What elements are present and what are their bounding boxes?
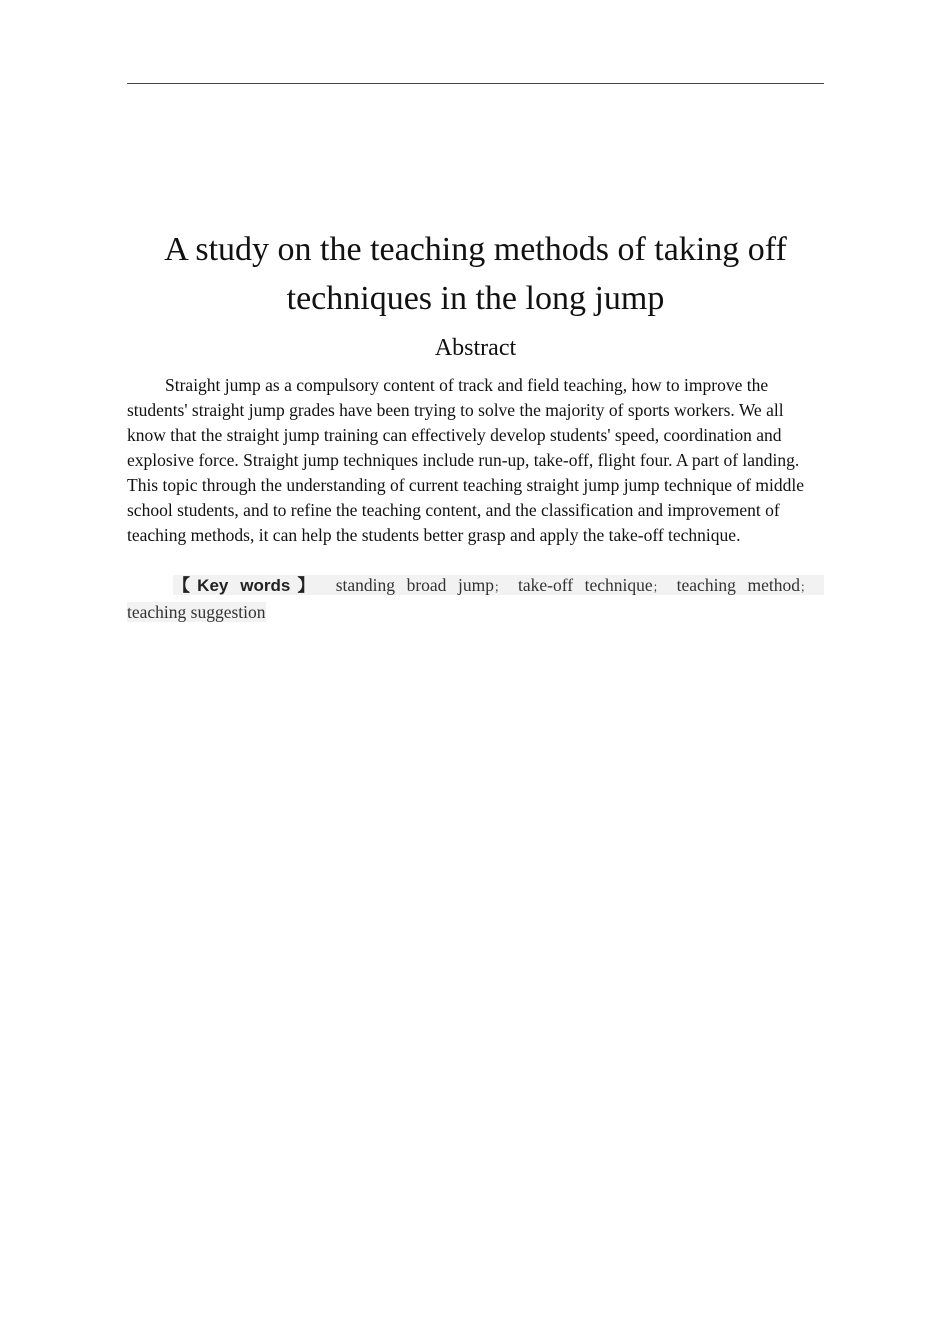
keywords-label: 【Key words】 [173, 576, 322, 595]
header-rule [127, 83, 824, 84]
keywords-highlight [127, 575, 824, 622]
keyword-separator: ； [799, 580, 812, 594]
keyword: standing broad jump [335, 575, 494, 595]
keyword: teaching method [676, 575, 800, 595]
keyword: teaching suggestion [127, 602, 266, 622]
keyword-separator: ； [493, 580, 506, 594]
keywords-paragraph [127, 573, 824, 625]
keyword: take-off technique [517, 575, 653, 595]
abstract-heading: Abstract [434, 335, 517, 361]
document-title: A study on the teaching methods of taking off techniques in the long jump [164, 231, 787, 317]
abstract-text: Straight jump as a compulsory content of track and field teaching, how to improve the students' straight jump grades have been trying to solve the majority of sports workers. We all know that the straight jump training can effectively develop students' speed, coordination and explosive force. Straight jump techniques include run-up, take-off, flight four. A part of landing. This topic through the understanding of current teaching straight jump jump technique of middle school students, and to refine the teaching content, and the classification and improvement of teaching methods, it can help the students better grasp and apply the take-off technique. [127, 375, 804, 545]
keyword-separator: ； [652, 580, 665, 594]
